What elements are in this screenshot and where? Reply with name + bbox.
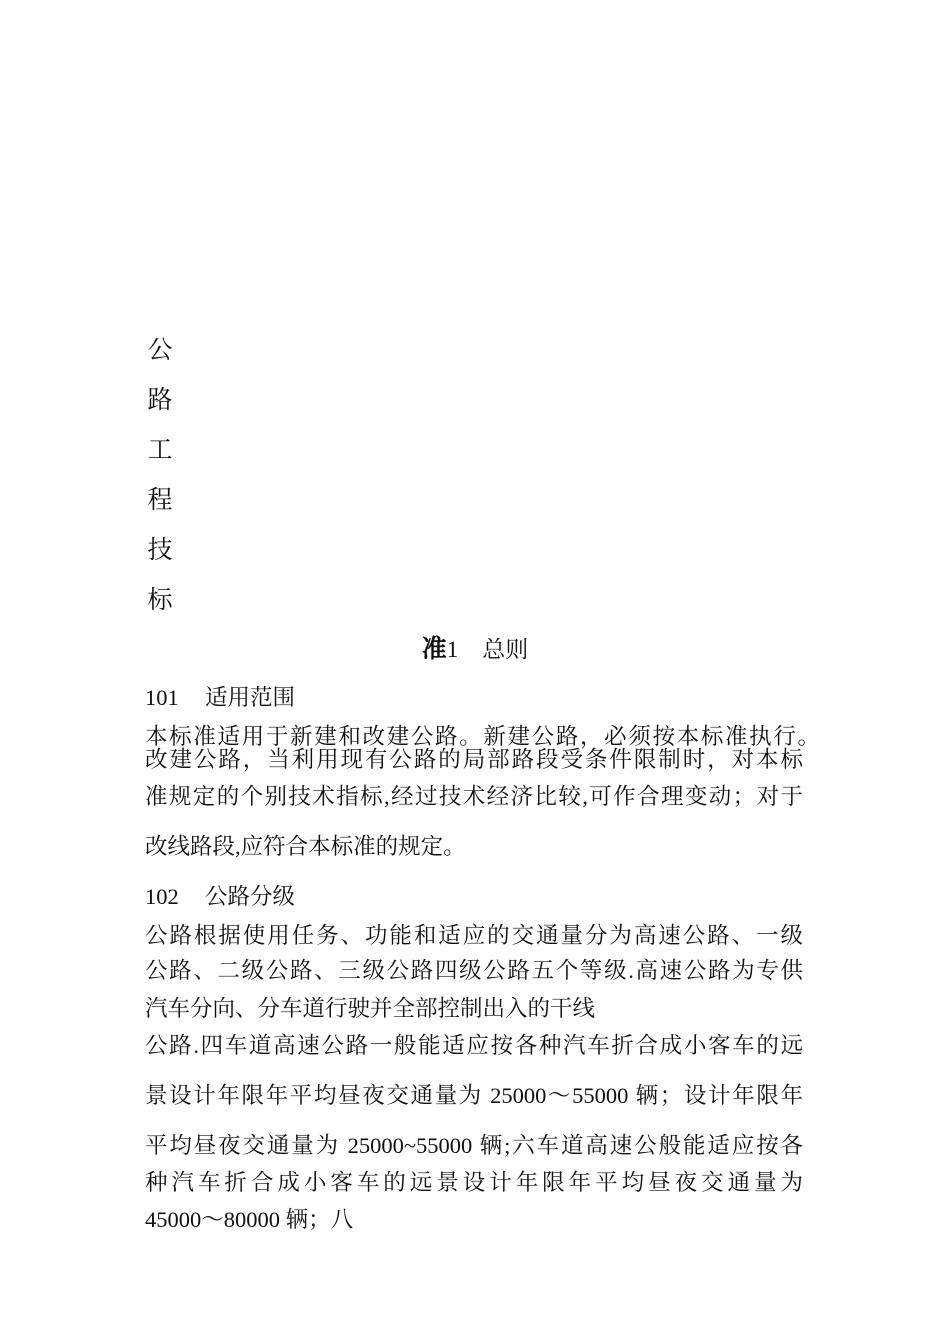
section-title: 公路分级 [205,884,296,909]
section-number: 102 [145,884,179,909]
paragraph-line: 公路.四车道高速公路一般能适应按各种汽车折合成小客车的远 [145,1033,803,1058]
vertical-title-char: 工 [147,435,173,464]
section-heading [145,683,810,713]
paragraph-line: 公路根据使用任务、功能和适应的交通量分为高速公路、一级 [145,923,803,948]
paragraph-line: 45000～80000 辆；八 [145,1207,354,1232]
section-heading [145,882,810,912]
paragraph-line: 本标准适用于新建和改建公路。新建公路，必须按本标准执行。 [145,724,820,749]
section-title: 适用范围 [205,685,296,710]
vertical-title-char: 路 [147,385,173,414]
paragraph-line: 改建公路，当利用现有公路的局部路段受条件限制时，对本标 [145,747,803,772]
vertical-title-char: 公 [147,335,173,364]
section-number: 101 [145,685,179,710]
paragraph-line: 改线路段,应符合本标准的规定。 [145,834,466,859]
chapter-heading [0,633,950,666]
vertical-title-char: 技 [147,535,173,564]
chapter-title: 总则 [482,637,529,662]
vertical-title-char: 标 [147,585,173,614]
paragraph-line: 公路、二级公路、三级公路四级公路五个等级.高速公路为专供 [145,958,803,983]
chapter-number: 1 [446,637,459,662]
paragraph-line: 种汽车折合成小客车的远景设计年限年平均昼夜交通量为 [145,1170,803,1195]
paragraph-line: 平均昼夜交通量为 25000~55000 辆;六车道高速公般能适应按各 [145,1133,803,1158]
vertical-title-char: 程 [147,485,173,514]
chapter-char: 准 [421,634,447,663]
paragraph-line: 汽车分向、分车道行驶并全部控制出入的干线 [145,996,596,1021]
paragraph-line: 准规定的个别技术指标,经过技术经济比较,可作合理变动；对于 [145,784,803,809]
paragraph-line: 景设计年限年平均昼夜交通量为 25000～55000 辆；设计年限年 [145,1083,803,1108]
